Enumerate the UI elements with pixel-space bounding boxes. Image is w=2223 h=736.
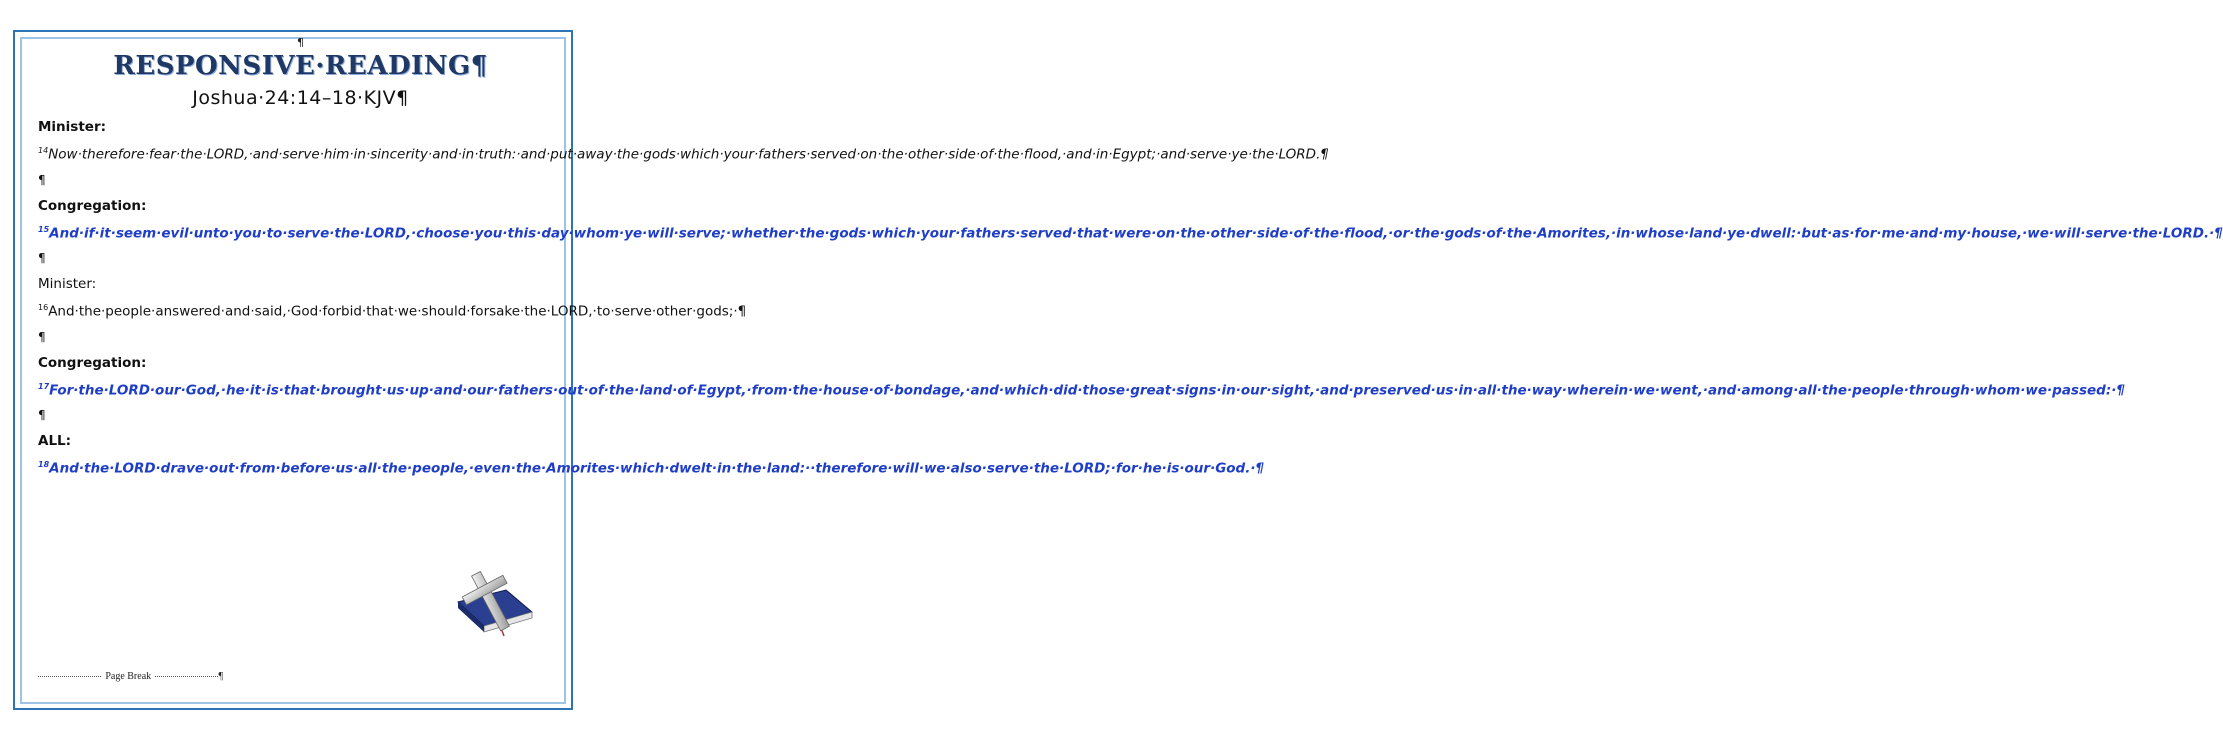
reading-all: [38, 430, 1265, 481]
page-break-marker: [38, 671, 223, 682]
verse-number: 14: [38, 146, 49, 155]
page-break-dots-left: [38, 676, 101, 677]
empty-paragraph: ¶: [38, 251, 46, 265]
scripture-reference: Joshua·24:14–18·KJV¶: [192, 87, 409, 109]
page-title: RESPONSIVE·READING¶: [113, 51, 488, 81]
reading-text: And·if·it·seem·evil·unto·you·to·serve·the·LORD,·choose·you·this·day·whom·ye·will·serve;·whether·the·gods·which·your·fathers·served·that·were·on·the·other·side·of·the·flood,·or·the·gods·of·the·Amorites,·in·whose·land·ye·dwell:·but·as·for·me·and·my·house,·we·will·serve·the·LORD.·¶: [49, 225, 2223, 241]
speaker-label: Minister:: [38, 119, 107, 135]
reading-congregation-2: [38, 352, 2125, 403]
verse-number: 16: [38, 303, 49, 312]
reading-text: For·the·LORD·our·God,·he·it·is·that·brought·us·up·and·our·fathers·out·of·the·land·of·Egypt,·from·the·house·of·bondage,·and·which·did·those·great·signs·in·our·sight,·and·preserved·us·in·all·the·way·wherein·we·went,·and·among·all·the·people·through·whom·we·passed:·¶: [49, 382, 2125, 398]
empty-paragraph: ¶: [38, 408, 46, 422]
reading-congregation-1: [38, 195, 2223, 246]
reading-text: And·the·LORD·drave·out·from·before·us·all·the·people,·even·the·Amorites·which·dwelt·in·the·land:··therefore·will·we·also·serve·the·LORD;·for·he·is·our·God.·¶: [49, 460, 1265, 477]
speaker-label: ALL:: [38, 433, 72, 449]
verse-number: 15: [38, 224, 50, 234]
reading-minister-2: [38, 273, 747, 324]
reading-text: And·the·people·answered·and·said,·God·forbid·that·we·should·forsake·the·LORD,·to·serve·other·gods;·¶: [48, 303, 747, 320]
empty-paragraph: ¶: [38, 329, 46, 344]
speaker-label: Congregation:: [38, 354, 147, 371]
empty-paragraph: ¶: [38, 172, 46, 187]
cross-and-bible-icon: [440, 568, 540, 640]
paragraph-mark: ¶: [297, 36, 304, 49]
document-body: [38, 36, 2223, 481]
verse-number: 18: [38, 460, 50, 469]
verse-number: 17: [38, 381, 50, 391]
speaker-label: Congregation:: [38, 197, 147, 214]
speaker-label: Minister:: [38, 276, 97, 292]
page-break-label: Page Break: [105, 671, 152, 682]
reading-text: Now·therefore·fear·the·LORD,·and·serve·him·in·sincerity·and·in·truth:·and·put·away·the·gods·which·your·fathers·served·on·the·other·side·of·the·flood,·and·in·Egypt;·and·serve·ye·the·LORD.¶: [48, 146, 1329, 163]
page-break-dots-right: [155, 676, 218, 677]
reading-minister-1: [38, 116, 1329, 167]
paragraph-mark: ¶: [218, 671, 224, 682]
